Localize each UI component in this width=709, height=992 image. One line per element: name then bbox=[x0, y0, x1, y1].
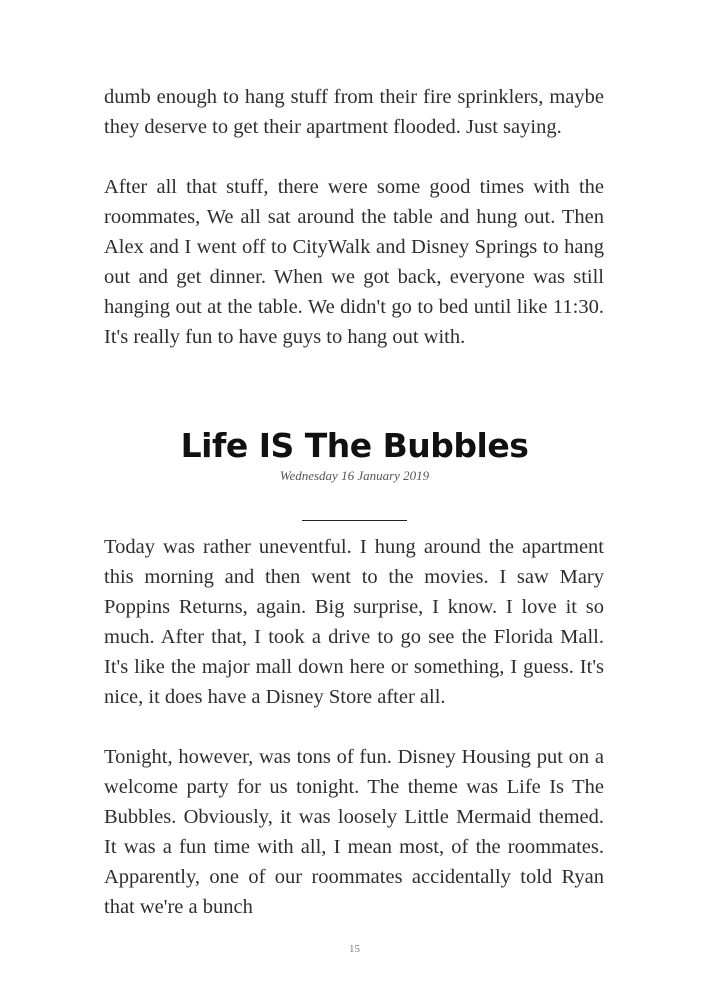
page-number: 15 bbox=[349, 943, 360, 955]
entry-date: Wednesday 16 January 2019 bbox=[279, 468, 430, 483]
body-paragraph: dumb enough to hang stuff from their fire sprinklers, maybe they deserve to get their apartment flooded. Just saying. bbox=[104, 86, 604, 138]
body-paragraph: Tonight, however, was tons of fun. Disney Housing put on a welcome party for us tonight. The theme was Life Is The Bubbles. Obviously, it was loosely Little Mermaid themed. It was a fun time with all, I mean most, of the roommates. Apparently, one of our roommates accidentally told Ryan that we're a bunch bbox=[104, 746, 604, 918]
body-paragraph: Today was rather uneventful. I hung around the apartment this morning and then went to the movies. I saw Mary Poppins Returns, again. Big surprise, I know. I love it so much. After that, I took a drive to go see the Florida Mall. It's like the major mall down here or something, I guess. It's nice, it does have a Disney Store after all. bbox=[104, 536, 604, 708]
body-paragraph: After all that stuff, there were some good times with the roommates, We all sat around the table and hung out. Then Alex and I went off to CityWalk and Disney Springs to hang out and get dinner. When we got back, everyone was still hanging out at the table. We didn't go to bed until like 11:30. It's really fun to have guys to hang out with. bbox=[104, 176, 604, 348]
entry-title: Life IS The Bubbles bbox=[180, 426, 529, 465]
title-separator-line bbox=[302, 520, 407, 521]
